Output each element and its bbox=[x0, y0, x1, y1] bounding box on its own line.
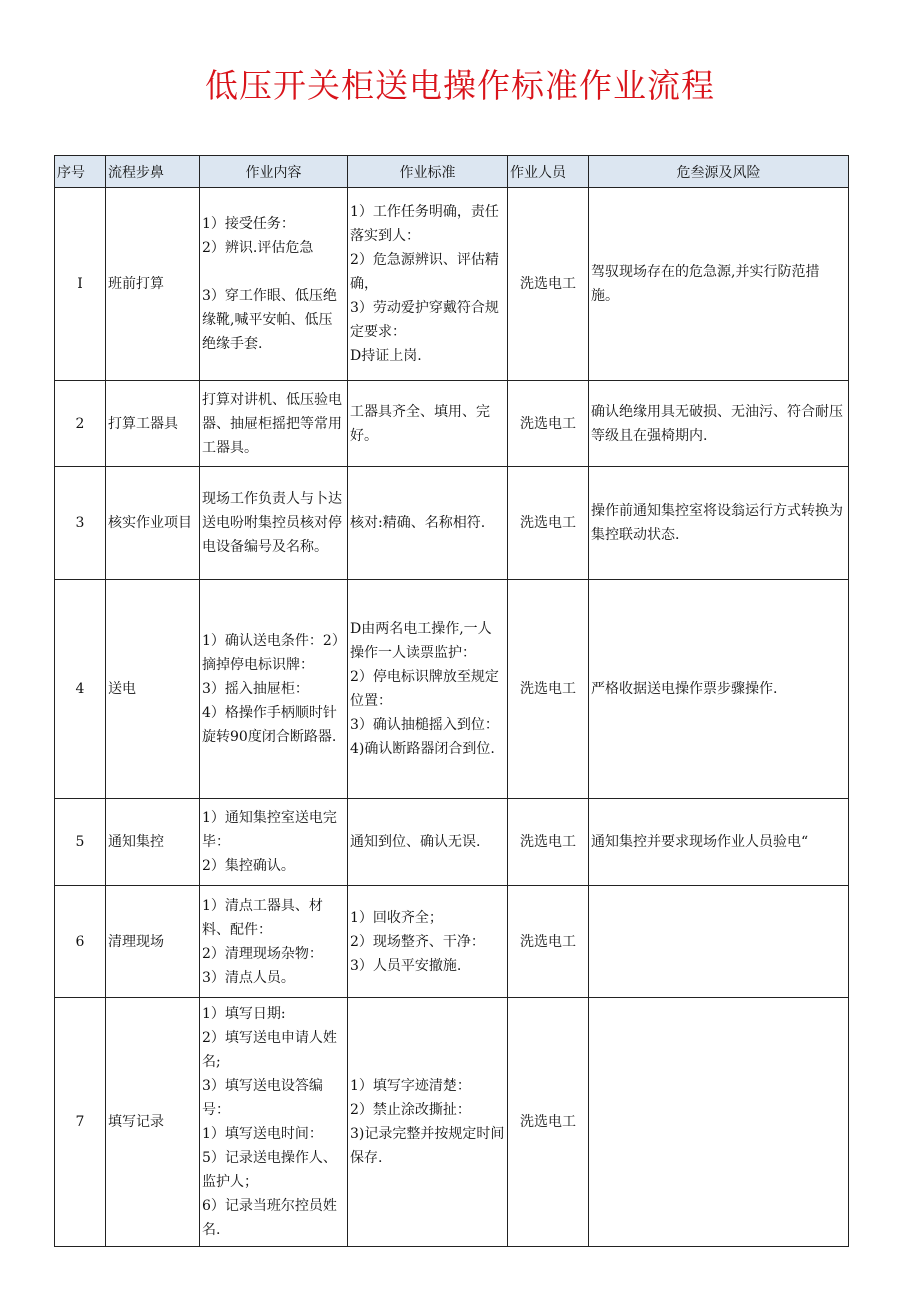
cell-line: 1）填写字迹清楚： bbox=[350, 1078, 471, 1094]
cell-line: 5）记录送电操作人、监护人； bbox=[202, 1150, 337, 1190]
table-row bbox=[55, 381, 849, 467]
cell-line: 2）填写送电申请人姓名; bbox=[202, 1030, 337, 1070]
cell-line: 6）记录当班尔控员姓名. bbox=[202, 1198, 337, 1238]
work-standard bbox=[348, 998, 508, 1247]
risk-cell bbox=[589, 580, 849, 799]
work-person: 洗选电工 bbox=[508, 580, 589, 799]
cell-line: 通知到位、确认无误. bbox=[350, 834, 481, 850]
cell-line: 驾驭现场存在的危急源,并实行防范措施。 bbox=[591, 264, 820, 304]
cell-line: 3）劳动爱护穿戴符合规定要求： bbox=[350, 300, 499, 340]
cell-line: 1）填写送电时间： bbox=[202, 1126, 323, 1142]
step-name: 送电 bbox=[106, 580, 200, 799]
step-name: 通知集控 bbox=[106, 799, 200, 886]
work-standard bbox=[348, 799, 508, 886]
work-content bbox=[200, 467, 348, 580]
cell-line: 2）危急源辨识、评估精确， bbox=[350, 252, 499, 292]
cell-line: 4)确认断路器闭合到位. bbox=[350, 741, 495, 757]
cell-line: 1）回收齐全； bbox=[350, 909, 443, 926]
cell-line: 打算对讲机、低压验电器、抽屉柜摇把等常用工器具。 bbox=[202, 391, 342, 456]
step-name: 核实作业项目 bbox=[106, 467, 200, 580]
work-content bbox=[200, 381, 348, 467]
risk-cell bbox=[589, 998, 849, 1247]
work-standard bbox=[348, 381, 508, 467]
table-row bbox=[55, 467, 849, 580]
risk-cell bbox=[589, 188, 849, 381]
cell-line: 1）清点工器具、材料、配件： bbox=[202, 897, 323, 938]
work-content bbox=[200, 188, 348, 381]
work-standard bbox=[348, 580, 508, 799]
cell-line: 现场工作负责人与卜达送电吩咐集控员核对停电设备编号及名称。 bbox=[202, 491, 342, 555]
cell-line: 1）工作任务明确，责任落实到人： bbox=[350, 204, 499, 244]
procedure-table bbox=[54, 155, 849, 1247]
cell-line: 3）人员平安撤施. bbox=[350, 957, 462, 974]
risk-cell bbox=[589, 886, 849, 998]
work-content bbox=[200, 580, 348, 799]
header-standard: 作业标准 bbox=[348, 156, 508, 188]
table-row bbox=[55, 580, 849, 799]
cell-line: D持证上岗. bbox=[350, 348, 422, 364]
work-content bbox=[200, 998, 348, 1247]
cell-line: 核对:精确、名称相符. bbox=[350, 515, 486, 531]
cell-line: 2）辨识.评估危急 bbox=[202, 240, 314, 256]
risk-cell bbox=[589, 381, 849, 467]
header-step: 流程步鼻 bbox=[106, 156, 200, 188]
table-row bbox=[55, 998, 849, 1247]
cell-line: 工器具齐全、填用、完好。 bbox=[350, 403, 490, 444]
work-content bbox=[200, 886, 348, 998]
cell-line: D由两名电工操作,一人操作一人读票监护： bbox=[350, 621, 492, 661]
step-name: 填写记录 bbox=[106, 998, 200, 1247]
cell-line: 1）填写日期: bbox=[202, 1006, 286, 1022]
cell-line: 2）禁止涂改撕扯： bbox=[350, 1102, 471, 1118]
step-name: 清理现场 bbox=[106, 886, 200, 998]
header-person: 作业人员 bbox=[508, 156, 589, 188]
cell-line bbox=[202, 260, 345, 284]
cell-line: 1）确认送电条件：2）摘掉停电标识牌： bbox=[202, 633, 339, 673]
work-person: 洗选电工 bbox=[508, 188, 589, 381]
cell-line: 3）穿工作眼、低压绝缘靴,喊平安帕、低压绝缘手套. bbox=[202, 288, 337, 352]
work-standard bbox=[348, 188, 508, 381]
cell-line: 2）停电标识牌放至规定位置： bbox=[350, 669, 499, 709]
step-number: 5 bbox=[55, 799, 106, 886]
step-number: 4 bbox=[55, 580, 106, 799]
risk-cell bbox=[589, 467, 849, 580]
work-person: 洗选电工 bbox=[508, 886, 589, 998]
cell-line: 确认绝缘用具无破损、无油污、符合耐压等级且在强椅期内. bbox=[591, 403, 843, 444]
header-row bbox=[55, 156, 849, 188]
cell-line: 3）确认抽槌摇入到位： bbox=[350, 717, 499, 733]
work-content bbox=[200, 799, 348, 886]
cell-line: 3）摇入抽屉柜： bbox=[202, 681, 309, 697]
step-number: I bbox=[55, 188, 106, 381]
table-row bbox=[55, 799, 849, 886]
work-person: 洗选电工 bbox=[508, 998, 589, 1247]
step-number: 3 bbox=[55, 467, 106, 580]
cell-line: 4）格操作手柄顺时针旋转90度闭合断路器. bbox=[202, 705, 337, 745]
cell-line: 通知集控并要求现场作业人员验电“ bbox=[591, 834, 809, 850]
step-number: 6 bbox=[55, 886, 106, 998]
work-standard bbox=[348, 886, 508, 998]
work-person: 洗选电工 bbox=[508, 381, 589, 467]
cell-line: 3)记录完整并按规定时间保存. bbox=[350, 1126, 505, 1166]
work-standard bbox=[348, 467, 508, 580]
step-name: 班前打算 bbox=[106, 188, 200, 381]
step-name: 打算工器具 bbox=[106, 381, 200, 467]
table-row bbox=[55, 188, 849, 381]
cell-line: 2）集控确认。 bbox=[202, 858, 295, 874]
risk-cell bbox=[589, 799, 849, 886]
header-content: 作业内容 bbox=[200, 156, 348, 188]
work-person: 洗选电工 bbox=[508, 467, 589, 580]
cell-line: 3）填写送电设答编号： bbox=[202, 1078, 323, 1118]
cell-line: 3）清点人员。 bbox=[202, 969, 295, 986]
cell-line: 2）现场整齐、干净： bbox=[350, 933, 485, 950]
step-number: 7 bbox=[55, 998, 106, 1247]
cell-line: 1）接受任务： bbox=[202, 216, 295, 232]
cell-line: 操作前通知集控室将设翁运行方式转换为集控联动状态. bbox=[591, 503, 843, 543]
header-seq: 序号 bbox=[55, 156, 106, 188]
step-number: 2 bbox=[55, 381, 106, 467]
cell-line: 2）清理现场杂物： bbox=[202, 945, 323, 962]
cell-line: 严格收据送电操作票步骤操作. bbox=[591, 681, 778, 697]
work-person: 洗选电工 bbox=[508, 799, 589, 886]
table-row bbox=[55, 886, 849, 998]
header-risk: 危叁源及风险 bbox=[589, 156, 849, 188]
page-title: 低压开关柜送电操作标准作业流程 bbox=[205, 66, 715, 105]
cell-line: 1）通知集控室送电完毕： bbox=[202, 810, 337, 850]
